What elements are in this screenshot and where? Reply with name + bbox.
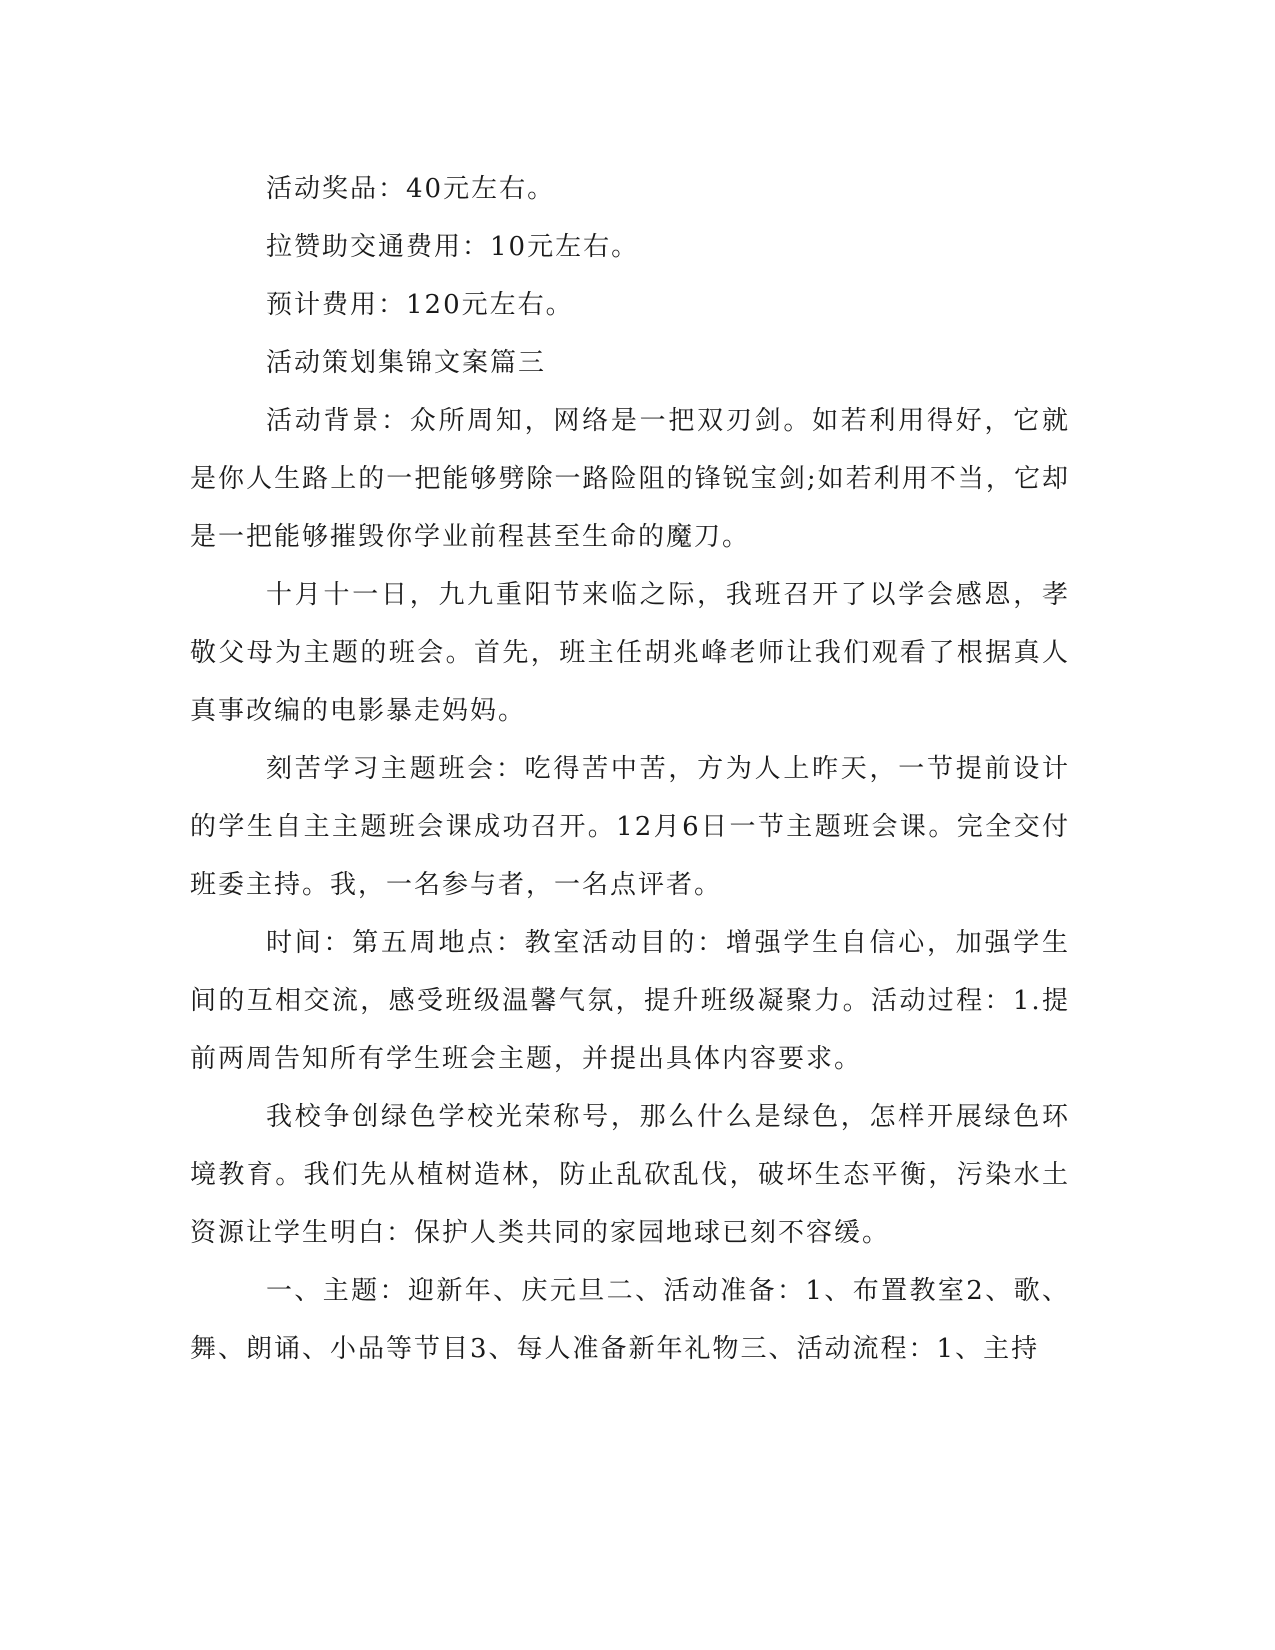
document-body xyxy=(190,160,1070,1378)
paragraph-double-ninth: 十月十一日，九九重阳节来临之际，我班召开了以学会感恩，孝敬父母为主题的班会。首先，班主任胡兆峰老师让我们观看了根据真人真事改编的电影暴走妈妈。 xyxy=(190,580,1070,726)
section-heading: 活动策划集锦文案篇三 xyxy=(266,348,547,378)
paragraph-background: 活动背景：众所周知，网络是一把双刃剑。如若利用得好，它就是你人生路上的一把能够劈除一路险阻的锋锐宝剑;如若利用不当，它却是一把能够摧毁你学业前程甚至生命的魔刀。 xyxy=(190,406,1070,552)
paragraph-estimated-cost: 预计费用：120元左右。 xyxy=(266,290,574,320)
paragraph-transport-cost: 拉赞助交通费用：10元左右。 xyxy=(266,232,640,262)
paragraph-prize-cost: 活动奖品：40元左右。 xyxy=(266,174,556,204)
paragraph-new-year: 一、主题：迎新年、庆元旦二、活动准备：1、布置教室2、歌、舞、朗诵、小品等节目3、每人准备新年礼物三、活动流程：1、主持 xyxy=(190,1276,1070,1364)
paragraph-time-place: 时间：第五周地点：教室活动目的：增强学生自信心，加强学生间的互相交流，感受班级温馨气氛，提升班级凝聚力。活动过程：1.提前两周告知所有学生班会主题，并提出具体内容要求。 xyxy=(190,928,1070,1074)
paragraph-green-school: 我校争创绿色学校光荣称号，那么什么是绿色，怎样开展绿色环境教育。我们先从植树造林，防止乱砍乱伐，破坏生态平衡，污染水土资源让学生明白：保护人类共同的家园地球已刻不容缓。 xyxy=(190,1102,1070,1248)
paragraph-study-meeting: 刻苦学习主题班会：吃得苦中苦，方为人上昨天，一节提前设计的学生自主主题班会课成功召开。12月6日一节主题班会课。完全交付班委主持。我，一名参与者，一名点评者。 xyxy=(190,754,1070,900)
